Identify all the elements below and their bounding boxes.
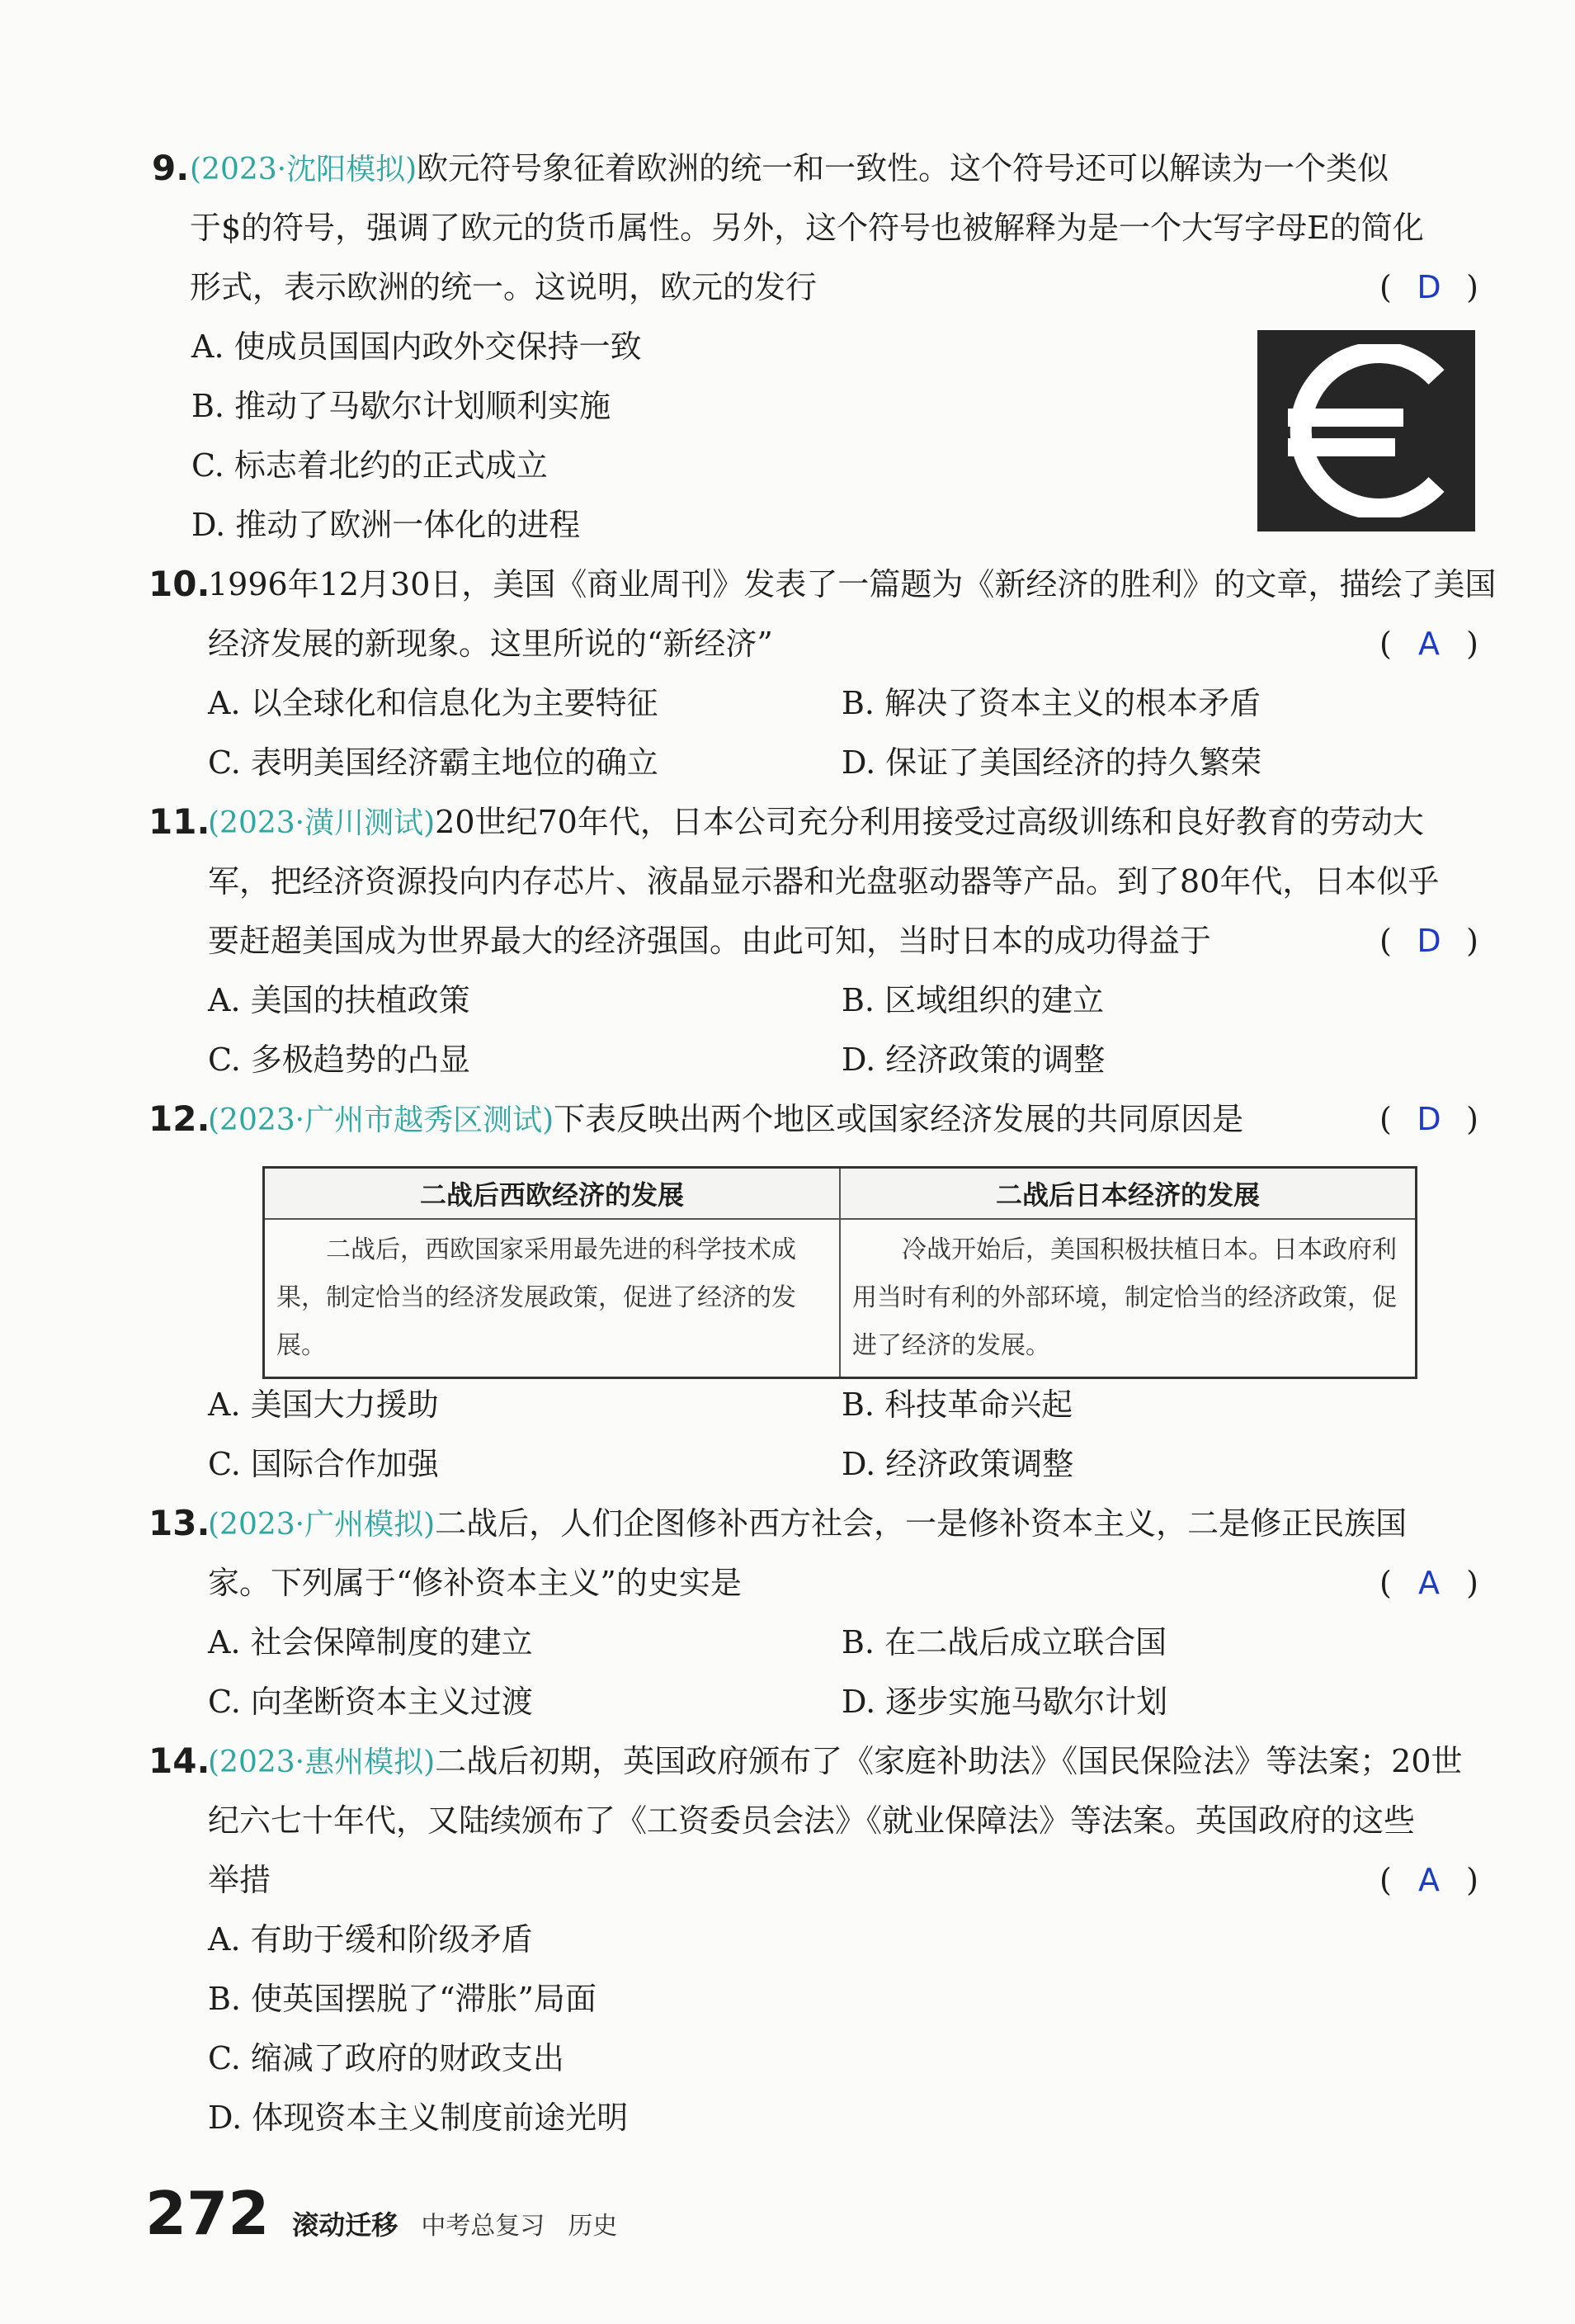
answer-bracket: ( D )	[1379, 257, 1478, 317]
option-b: B. 解决了资本主义的根本矛盾	[842, 685, 1261, 721]
answer-bracket: ( A )	[1379, 1850, 1478, 1910]
question-number: 14.	[149, 1741, 210, 1781]
book-title: 中考总复习	[421, 2212, 545, 2241]
option-c: C. 缩减了政府的财政支出	[208, 2040, 564, 2076]
question-stem-line: 1996年12月30日，美国《商业周刊》发表了一篇题为《新经济的胜利》的文章，描绘了美国	[208, 566, 1497, 602]
answer-bracket: ( D )	[1379, 911, 1478, 971]
option-a: A. 使成员国国内政外交保持一致	[191, 328, 642, 365]
question-stem-line: 形式，表示欧洲的统一。这说明，欧元的发行	[190, 269, 818, 305]
option-a: A. 有助于缓和阶级矛盾	[208, 1921, 533, 1958]
question-number: 10.	[149, 564, 210, 604]
option-b: B. 科技革命兴起	[842, 1386, 1073, 1423]
question-source: (2023·广州市越秀区测试)	[208, 1103, 554, 1137]
option-a: A. 美国的扶植政策	[208, 982, 470, 1018]
option-b: B. 区域组织的建立	[842, 982, 1105, 1018]
option-d: D. 体现资本主义制度前途光明	[208, 2100, 629, 2136]
table-cell: 二战后，西欧国家采用最先进的科学技术成果，制定恰当的经济发展政策，促进了经济的发展。	[264, 1219, 841, 1378]
question-text: 欧元符号象征着欧洲的统一和一致性。这个符号还可以解读为一个类似	[417, 150, 1389, 187]
option-c: C. 多极趋势的凸显	[208, 1042, 470, 1078]
table-cell: 冷战开始后，美国积极扶植日本。日本政府利用当时有利的外部环境，制定恰当的经济政策，促进了经济的发展。	[840, 1219, 1417, 1378]
answer-letter: A	[1418, 1565, 1440, 1601]
question-stem-line: 举措	[208, 1862, 271, 1898]
option-a: A. 社会保障制度的建立	[208, 1624, 533, 1660]
option-c: C. 标志着北约的正式成立	[191, 447, 548, 484]
question-stem-line: 军，把经济资源投向内存芯片、液晶显示器和光盘驱动器等产品。到了80年代，日本似乎	[208, 863, 1440, 900]
question-number: 9.	[152, 148, 190, 188]
option-d: D. 推动了欧洲一体化的进程	[191, 507, 581, 543]
answer-letter: D	[1417, 1101, 1441, 1137]
option-d: D. 保证了美国经济的持久繁荣	[842, 744, 1262, 781]
question-number: 11.	[149, 801, 210, 842]
question-text: 二战后初期，英国政府颁布了《家庭补助法》《国民保险法》等法案；20世	[435, 1743, 1463, 1779]
question-text: 下表反映出两个地区或国家经济发展的共同原因是	[554, 1101, 1244, 1137]
option-c: C. 表明美国经济霸主地位的确立	[208, 744, 658, 781]
question-stem-line: 经济发展的新现象。这里所说的“新经济”	[208, 626, 773, 662]
subject-label: 历史	[568, 2212, 618, 2241]
answer-bracket: ( A )	[1379, 1553, 1478, 1613]
question-stem-line	[190, 139, 1478, 200]
question-source: (2023·潢川测试)	[208, 806, 436, 840]
question-source: (2023·惠州模拟)	[208, 1745, 436, 1779]
answer-letter: A	[1418, 626, 1440, 662]
option-a: A. 以全球化和信息化为主要特征	[208, 685, 658, 721]
question-stem-line	[208, 1731, 1478, 1793]
page-footer	[145, 2179, 617, 2253]
table-header: 二战后日本经济的发展	[840, 1168, 1417, 1220]
question-stem-line	[208, 792, 1478, 853]
question-stem-line: 家。下列属于“修补资本主义”的史实是	[208, 1565, 742, 1601]
option-d: D. 逐步实施马歇尔计划	[842, 1684, 1168, 1720]
option-c: C. 向垄断资本主义过渡	[208, 1684, 533, 1720]
option-d: D. 经济政策的调整	[842, 1042, 1106, 1078]
option-b: B. 推动了马歇尔计划顺利实施	[191, 388, 611, 424]
option-d: D. 经济政策调整	[842, 1446, 1074, 1482]
euro-symbol-image	[1257, 330, 1475, 531]
question-text: 二战后，人们企图修补西方社会，一是修补资本主义，二是修正民族国	[435, 1505, 1408, 1542]
answer-bracket: ( D )	[1379, 1089, 1478, 1149]
question-number: 12.	[149, 1098, 210, 1139]
question-source: (2023·广州模拟)	[208, 1508, 436, 1542]
option-b: B. 在二战后成立联合国	[842, 1624, 1167, 1660]
answer-letter: A	[1418, 1862, 1440, 1898]
answer-bracket: ( A )	[1379, 614, 1478, 673]
question-stem-line: 要赶超美国成为世界最大的经济强国。由此可知，当时日本的成功得益于	[208, 923, 1212, 959]
question-text: 20世纪70年代，日本公司充分利用接受过高级训练和良好教育的劳动大	[435, 804, 1424, 840]
question-source: (2023·沈阳模拟)	[190, 153, 417, 187]
page-number: 272	[145, 2179, 270, 2248]
question-stem-line	[208, 1089, 1478, 1150]
question-stem-line: 于$的符号，强调了欧元的货币属性。另外，这个符号也被解释为是一个大写字母E的简化	[190, 210, 1424, 246]
table-header: 二战后西欧经济的发展	[264, 1168, 841, 1220]
answer-letter: D	[1417, 269, 1441, 305]
question-stem-line	[208, 1494, 1478, 1555]
question-stem-line: 纪六七十年代，又陆续颁布了《工资委员会法》《就业保障法》等法案。英国政府的这些	[208, 1802, 1416, 1839]
euro-sign-icon	[1271, 344, 1461, 517]
option-b: B. 使英国摆脱了“滞胀”局面	[208, 1981, 597, 2017]
comparison-table	[262, 1166, 1417, 1379]
option-c: C. 国际合作加强	[208, 1446, 439, 1482]
answer-letter: D	[1417, 923, 1441, 959]
question-number: 13.	[149, 1503, 210, 1543]
series-title: 滚动迁移	[292, 2209, 398, 2241]
option-a: A. 美国大力援助	[208, 1386, 439, 1423]
